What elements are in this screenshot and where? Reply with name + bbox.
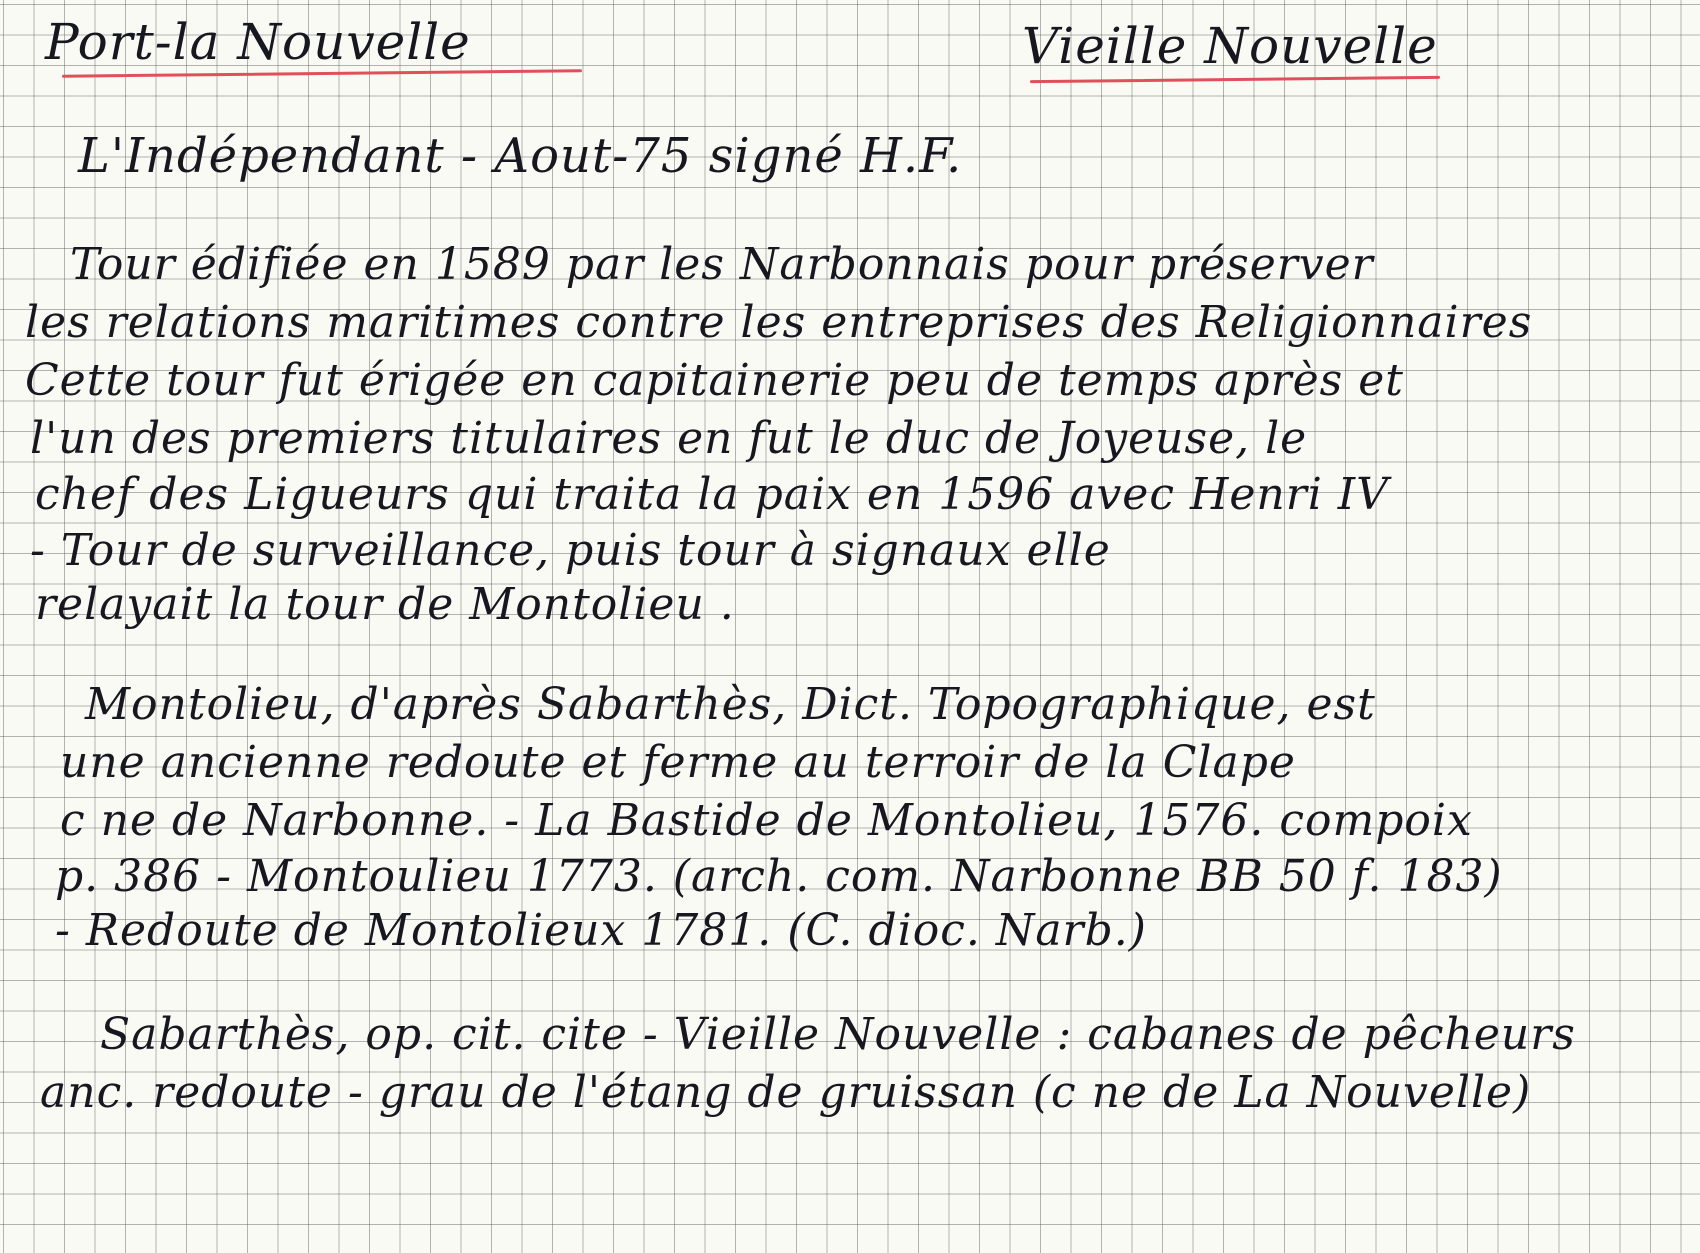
- header-right-underline: [1030, 76, 1440, 83]
- paragraph-line: Tour édifiée en 1589 par les Narbonnais pour préserver: [70, 239, 1374, 290]
- header-left-title: Port-la Nouvelle: [45, 13, 471, 71]
- paragraph-line: relayait la tour de Montolieu .: [35, 579, 735, 630]
- paragraph-line: - Tour de surveillance, puis tour à signaux elle: [30, 525, 1111, 576]
- paragraph-line: Sabarthès, op. cit. cite - Vieille Nouvelle : cabanes de pêcheurs: [100, 1009, 1576, 1060]
- paragraph-line: - Redoute de Montolieux 1781. (C. dioc. Narb.): [55, 905, 1147, 956]
- paragraph-line: les relations maritimes contre les entreprises des Religionnaires: [25, 297, 1533, 348]
- source-line: L'Indépendant - Aout-75 signé H.F.: [78, 128, 963, 184]
- paragraph-line: c ne de Narbonne. - La Bastide de Montolieu, 1576. compoix: [60, 795, 1473, 846]
- paragraph-line: l'un des premiers titulaires en fut le duc de Joyeuse, le: [30, 413, 1308, 464]
- paragraph-line: Cette tour fut érigée en capitainerie peu de temps après et: [25, 355, 1404, 406]
- paragraph-line: Montolieu, d'après Sabarthès, Dict. Topographique, est: [85, 679, 1376, 730]
- header-right-title: Vieille Nouvelle: [1022, 17, 1438, 75]
- paragraph-line: chef des Ligueurs qui traita la paix en 1596 avec Henri IV: [35, 469, 1389, 520]
- paragraph-line: une ancienne redoute et ferme au terroir de la Clape: [60, 737, 1296, 788]
- paragraph-line: p. 386 - Montoulieu 1773. (arch. com. Narbonne BB 50 f. 183): [55, 851, 1503, 902]
- paragraph-line: anc. redoute - grau de l'étang de gruissan (c ne de La Nouvelle): [40, 1067, 1532, 1118]
